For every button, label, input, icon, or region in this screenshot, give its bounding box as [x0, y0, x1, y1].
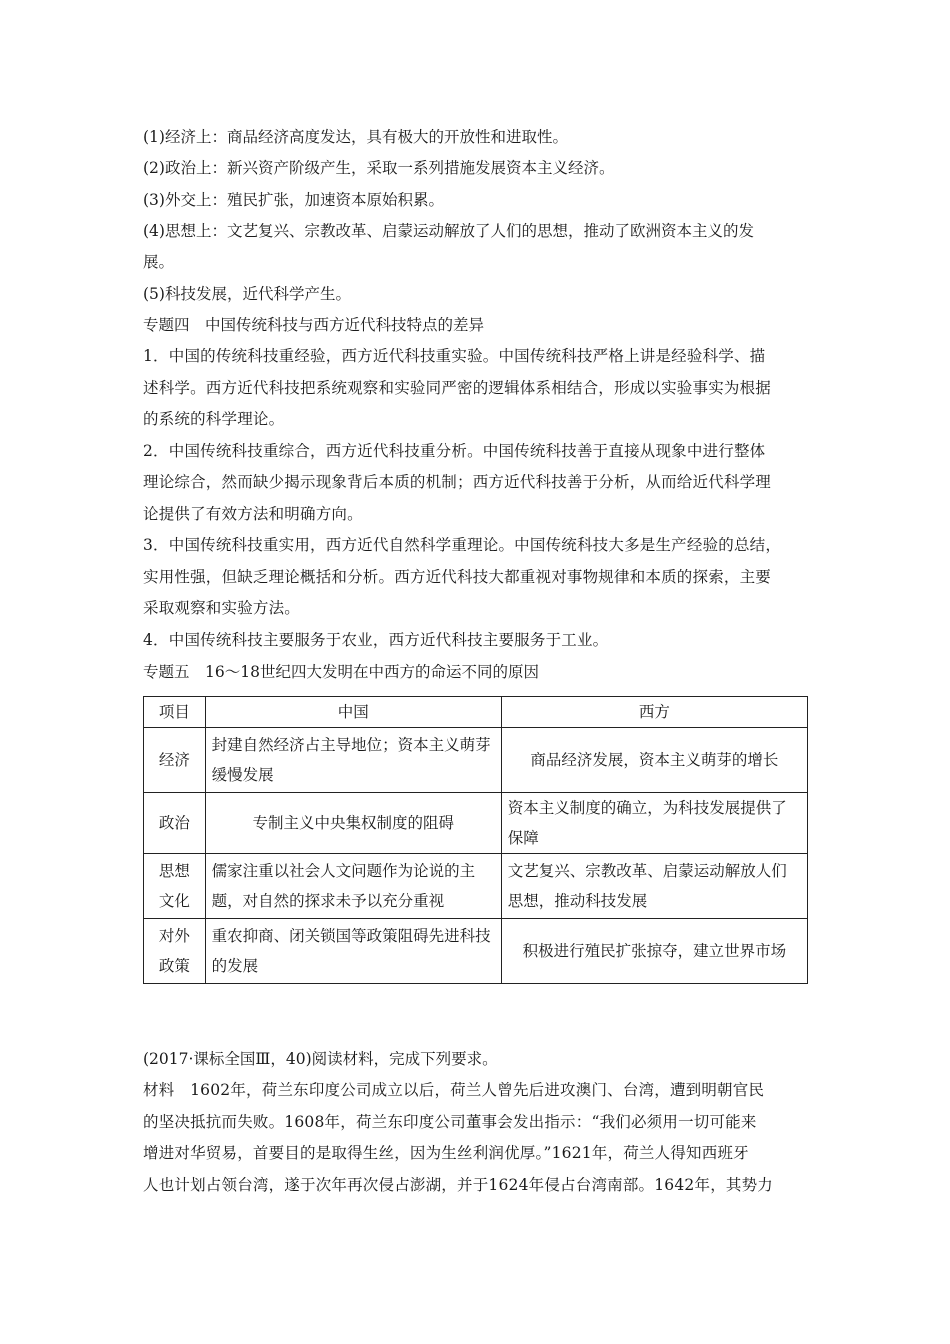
list-item-thought: (4)思想上：文艺复兴、宗教改革、启蒙运动解放了人们的思想，推动了欧洲资本主义的发 — [143, 222, 754, 240]
header-item: 项目 — [144, 697, 206, 728]
table-row — [144, 854, 808, 919]
china-cell: 儒家注重以社会人文问题作为论说的主题，对自然的探求未予以充分重视 — [205, 854, 501, 919]
material-line: 人也计划占领台湾，遂于次年再次侵占澎湖，并于1624年侵占台湾南部。1642年，其势力 — [143, 1176, 773, 1194]
topic4-line: 1．中国的传统科技重经验，西方近代科技重实验。中国传统科技严格上讲是经验科学、描 — [143, 347, 766, 365]
header-west: 西方 — [501, 697, 807, 728]
question-source: (2017·课标全国Ⅲ，40)阅读材料，完成下列要求。 — [143, 1050, 498, 1068]
row-item-label: 对外 — [158, 927, 190, 945]
west-cell: 资本主义制度的确立，为科技发展提供了保障 — [501, 793, 807, 854]
west-cell: 积极进行殖民扩张掠夺，建立世界市场 — [501, 919, 807, 984]
list-item-economy: (1)经济上：商品经济高度发达，具有极大的开放性和进取性。 — [143, 128, 568, 146]
row-item-cell — [144, 854, 206, 919]
list-item-science: (5)科技发展，近代科学产生。 — [143, 285, 351, 303]
row-item-cell — [144, 919, 206, 984]
header-china: 中国 — [205, 697, 501, 728]
comparison-table — [143, 696, 808, 984]
topic4-line: 2．中国传统科技重综合，西方近代科技重分析。中国传统科技善于直接从现象中进行整体 — [143, 442, 766, 460]
list-item-diplomacy: (3)外交上：殖民扩张，加速资本原始积累。 — [143, 191, 444, 209]
material-line: 的坚决抵抗而失败。1608年，荷兰东印度公司董事会发出指示：“我们必须用一切可能来 — [143, 1113, 757, 1131]
list-item-politics: (2)政治上：新兴资产阶级产生，采取一系列措施发展资本主义经济。 — [143, 159, 615, 177]
topic4-line: 3．中国传统科技重实用，西方近代自然科学重理论。中国传统科技大多是生产经验的总结， — [143, 536, 782, 554]
west-cell: 商品经济发展，资本主义萌芽的增长 — [501, 728, 807, 793]
material-line: 增进对华贸易，首要目的是取得生丝，因为生丝利润优厚。”1621年，荷兰人得知西班牙 — [143, 1144, 749, 1162]
row-item-label: 思想 — [158, 862, 190, 880]
topic4-line: 4．中国传统科技主要服务于农业，西方近代科技主要服务于工业。 — [143, 631, 609, 649]
row-item-label: 政策 — [158, 957, 190, 975]
row-item-label: 经济 — [158, 751, 190, 769]
topic5-title: 专题五 16～18世纪四大发明在中西方的命运不同的原因 — [143, 663, 539, 681]
china-cell: 专制主义中央集权制度的阻碍 — [205, 793, 501, 854]
row-item-label: 文化 — [158, 892, 190, 910]
china-cell: 重农抑商、闭关锁国等政策阻碍先进科技的发展 — [205, 919, 501, 984]
list-item-thought-cont: 展。 — [143, 253, 175, 271]
topic4-title: 专题四 中国传统科技与西方近代科技特点的差异 — [143, 316, 485, 334]
topic4-line: 的系统的科学理论。 — [143, 410, 285, 428]
topic4-line: 理论综合，然而缺少揭示现象背后本质的机制；西方近代科技善于分析，从而给近代科学理 — [143, 473, 772, 491]
topic4-line: 采取观察和实验方法。 — [143, 599, 301, 617]
topic4-line: 述科学。西方近代科技把系统观察和实验同严密的逻辑体系相结合，形成以实验事实为根据 — [143, 379, 772, 397]
china-cell: 封建自然经济占主导地位；资本主义萌芽缓慢发展 — [205, 728, 501, 793]
topic4-line: 实用性强，但缺乏理论概括和分析。西方近代科技大都重视对事物规律和本质的探索，主要 — [143, 568, 772, 586]
topic4-line: 论提供了有效方法和明确方向。 — [143, 505, 363, 523]
table-header-row — [144, 697, 808, 728]
table-row — [144, 793, 808, 854]
table-row — [144, 919, 808, 984]
row-item-cell — [144, 728, 206, 793]
west-cell: 文艺复兴、宗教改革、启蒙运动解放人们思想，推动科技发展 — [501, 854, 807, 919]
table-row — [144, 728, 808, 793]
row-item-label: 政治 — [158, 814, 190, 832]
material-line: 材料 1602年，荷兰东印度公司成立以后，荷兰人曾先后进攻澳门、台湾，遭到明朝官民 — [143, 1081, 765, 1099]
row-item-cell — [144, 793, 206, 854]
